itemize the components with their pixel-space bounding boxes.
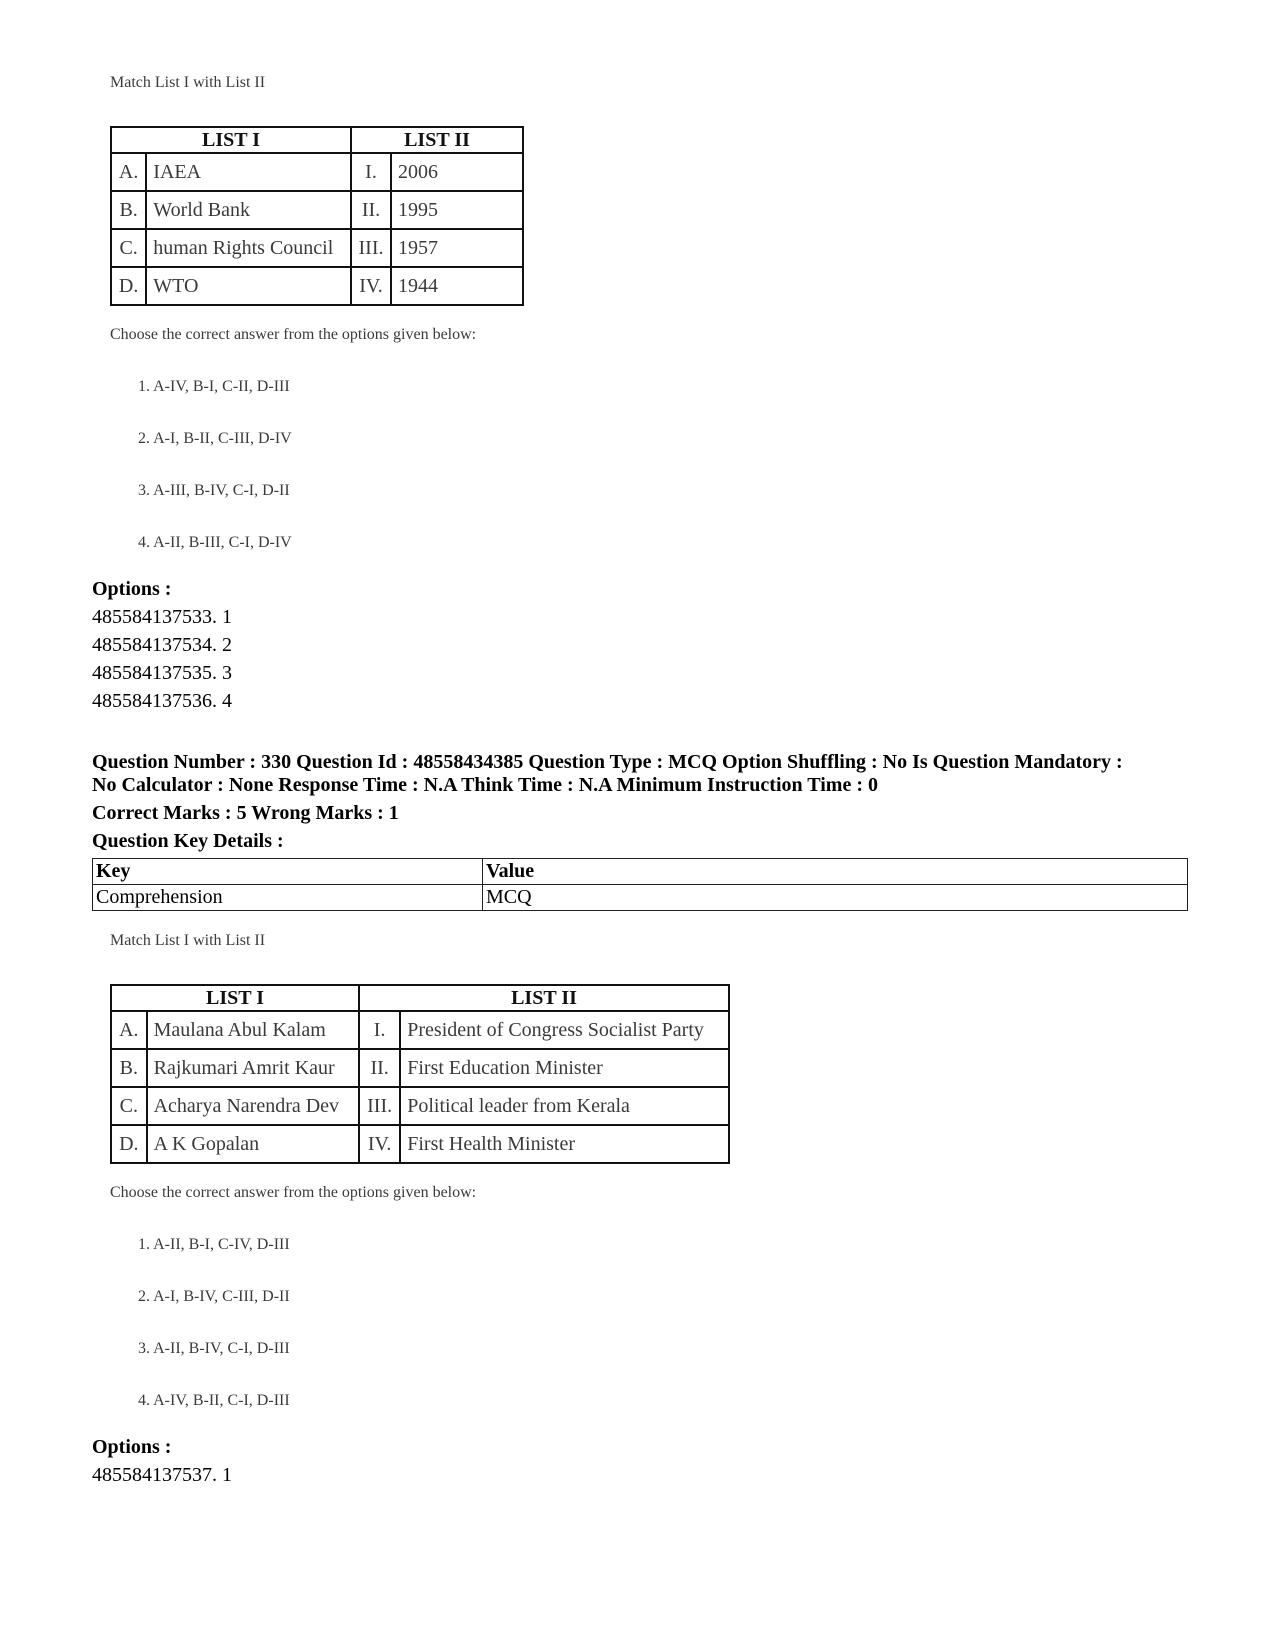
q1-row-roman: IV. [351, 267, 391, 305]
q2-row-roman: I. [359, 1011, 400, 1049]
q2-key-details-label: Question Key Details : [92, 830, 284, 852]
q1-options-label: Options : [92, 578, 172, 600]
q1-match-row [111, 153, 523, 191]
q2-choice: 2. A-I, B-IV, C-III, D-II [138, 1288, 290, 1305]
q2-kv-key: Comprehension [93, 885, 483, 911]
q1-row-roman: I. [351, 153, 391, 191]
q2-row-letter: C. [111, 1087, 147, 1125]
q2-meta-line2: No Calculator : None Response Time : N.A Think Time : N.A Minimum Instruction Time : 0 [92, 774, 878, 796]
q1-row-letter: D. [111, 267, 146, 305]
q1-option-id: 485584137534. 2 [92, 634, 232, 656]
q2-match-row [111, 1049, 729, 1087]
q1-choice: 2. A-I, B-II, C-III, D-IV [138, 430, 292, 447]
q1-row-item: IAEA [146, 153, 351, 191]
q1-choice: 1. A-IV, B-I, C-II, D-III [138, 378, 290, 395]
q1-choice: 4. A-II, B-III, C-I, D-IV [138, 534, 292, 551]
q2-list2-header: LIST II [359, 985, 729, 1011]
q2-choice: 1. A-II, B-I, C-IV, D-III [138, 1236, 290, 1253]
q2-options-label: Options : [92, 1436, 172, 1458]
q1-row-value: 1995 [391, 191, 523, 229]
q2-match-table [110, 984, 730, 1164]
q1-heading: Match List I with List II [110, 74, 266, 91]
q2-kv-value: MCQ [483, 885, 1188, 911]
q2-row-item: Acharya Narendra Dev [147, 1087, 359, 1125]
q2-row-item: Rajkumari Amrit Kaur [147, 1049, 359, 1087]
q2-row-value: First Health Minister [400, 1125, 729, 1163]
q1-option-id: 485584137535. 3 [92, 662, 232, 684]
q2-row-letter: D. [111, 1125, 147, 1163]
q2-kv-row [93, 885, 1188, 911]
q2-row-letter: B. [111, 1049, 147, 1087]
q2-row-value: Political leader from Kerala [400, 1087, 729, 1125]
q2-row-letter: A. [111, 1011, 147, 1049]
q2-row-roman: III. [359, 1087, 400, 1125]
q1-choose-text: Choose the correct answer from the options given below: [110, 326, 477, 343]
q2-match-row [111, 1087, 729, 1125]
q2-option-id: 485584137537. 1 [92, 1464, 232, 1486]
q2-row-item: Maulana Abul Kalam [147, 1011, 359, 1049]
q1-row-letter: B. [111, 191, 146, 229]
q2-row-item: A K Gopalan [147, 1125, 359, 1163]
q2-row-roman: IV. [359, 1125, 400, 1163]
q2-match-row [111, 1125, 729, 1163]
q2-choose-text: Choose the correct answer from the options given below: [110, 1184, 477, 1201]
q1-choice: 3. A-III, B-IV, C-I, D-II [138, 482, 290, 499]
q2-meta-line1: Question Number : 330 Question Id : 48558434385 Question Type : MCQ Option Shuffling : No Is Question Mandatory : [92, 751, 1123, 773]
q1-row-item: human Rights Council [146, 229, 351, 267]
q2-match-row [111, 1011, 729, 1049]
q2-match-header-row [111, 985, 729, 1011]
q1-row-letter: A. [111, 153, 146, 191]
q2-heading: Match List I with List II [110, 932, 266, 949]
q2-row-roman: II. [359, 1049, 400, 1087]
q1-match-table [110, 126, 524, 306]
q1-match-row [111, 229, 523, 267]
q2-kv-header-row [93, 859, 1188, 885]
q1-match-row [111, 191, 523, 229]
q2-choice: 4. A-IV, B-II, C-I, D-III [138, 1392, 290, 1409]
q1-row-value: 1944 [391, 267, 523, 305]
q1-row-roman: III. [351, 229, 391, 267]
q1-row-letter: C. [111, 229, 146, 267]
q1-row-item: World Bank [146, 191, 351, 229]
q1-row-item: WTO [146, 267, 351, 305]
q1-list1-header: LIST I [111, 127, 351, 153]
q2-key-value-table [92, 858, 1188, 911]
q1-option-id: 485584137536. 4 [92, 690, 232, 712]
q1-option-id: 485584137533. 1 [92, 606, 232, 628]
q2-marks: Correct Marks : 5 Wrong Marks : 1 [92, 802, 399, 824]
q2-row-value: President of Congress Socialist Party [400, 1011, 729, 1049]
q1-row-value: 1957 [391, 229, 523, 267]
q2-row-value: First Education Minister [400, 1049, 729, 1087]
q1-row-roman: II. [351, 191, 391, 229]
q2-choice: 3. A-II, B-IV, C-I, D-III [138, 1340, 290, 1357]
q1-row-value: 2006 [391, 153, 523, 191]
q1-match-header-row [111, 127, 523, 153]
q2-list1-header: LIST I [111, 985, 359, 1011]
q1-list2-header: LIST II [351, 127, 523, 153]
q2-kv-key-header: Key [93, 859, 483, 885]
q2-kv-value-header: Value [483, 859, 1188, 885]
q1-match-row [111, 267, 523, 305]
